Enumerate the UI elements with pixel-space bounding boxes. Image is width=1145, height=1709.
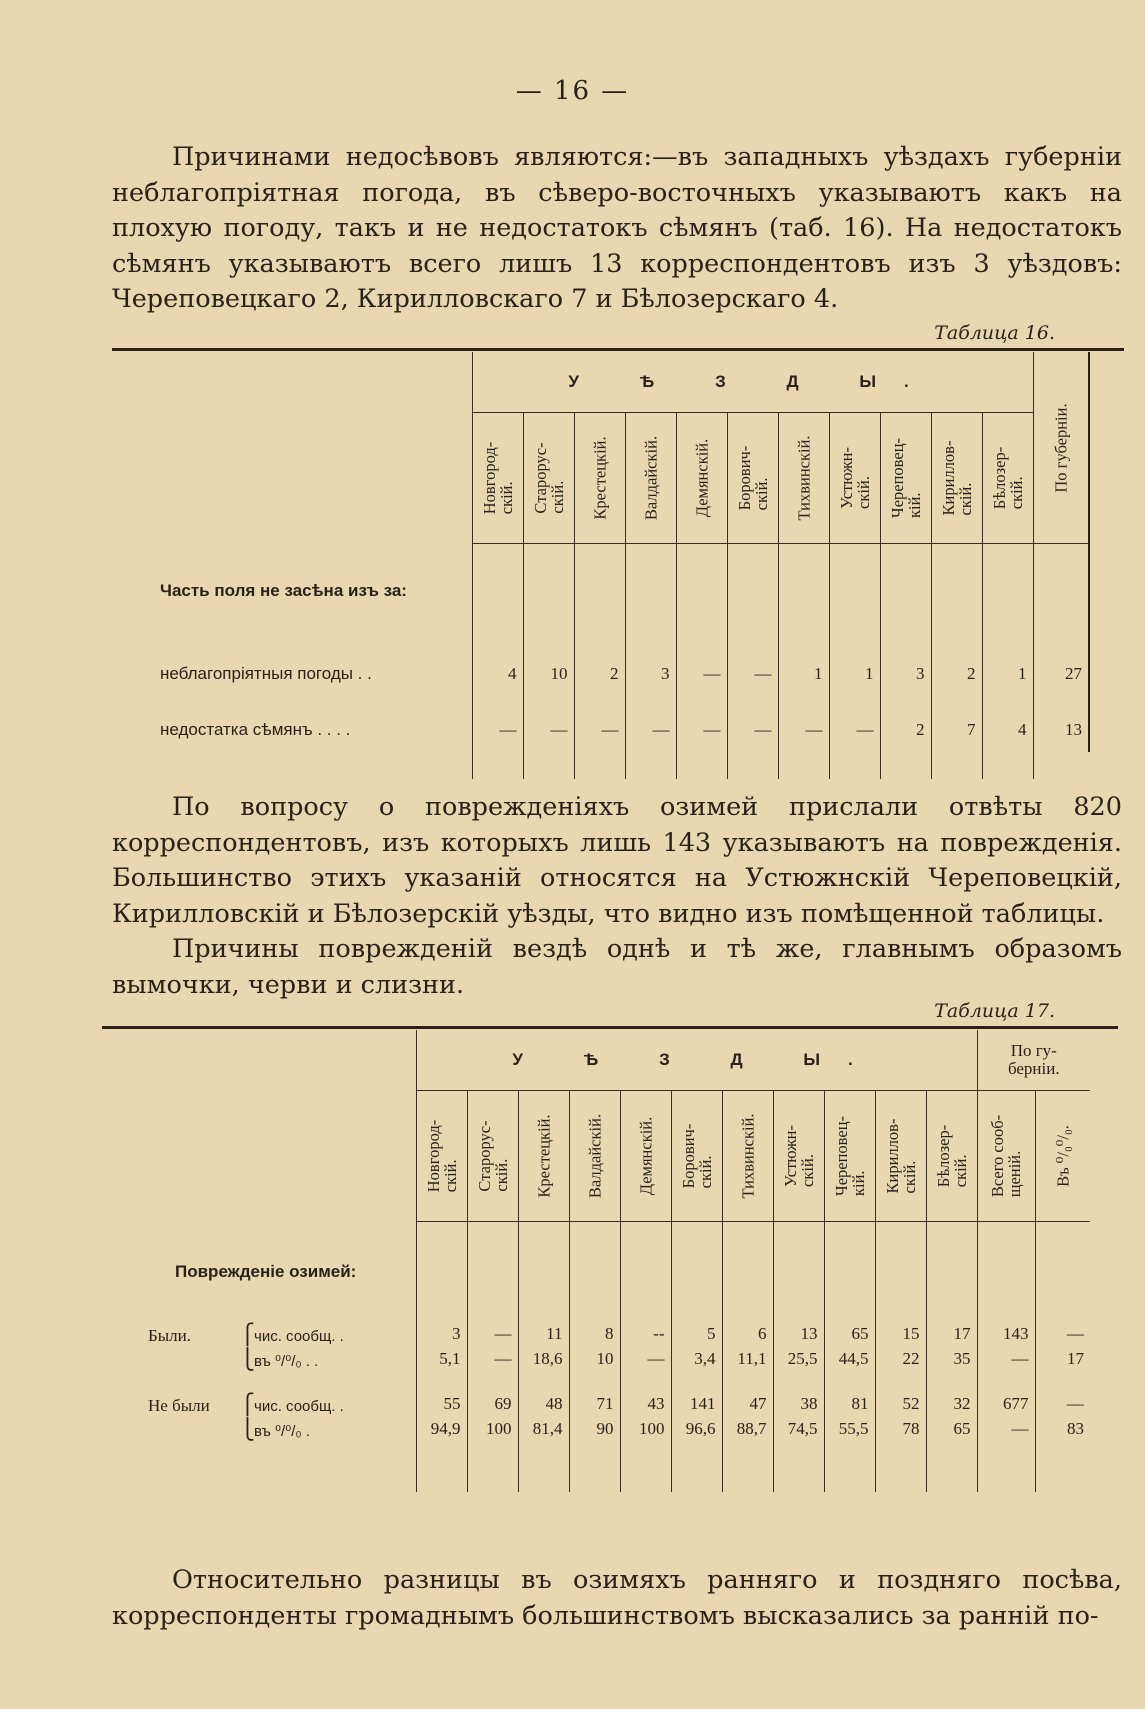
table-16-column-header (727, 413, 778, 544)
table-17-row-label: въ ⁰/⁰/₀ . . (254, 1352, 319, 1370)
table-16-value-cell: — (625, 709, 676, 751)
table-17-empty-cell (620, 1222, 671, 1322)
table-16-column-header-text: Бѣлозер- скій. (989, 446, 1026, 510)
table-17-value-cell: 71 (569, 1372, 620, 1417)
table-17-value-cell: 88,7 (722, 1417, 773, 1442)
table-17-total-cell: 83 (1035, 1417, 1090, 1442)
table-16-value-cell: — (574, 709, 625, 751)
table-17-value-cell: 96,6 (671, 1417, 722, 1442)
table-16-empty-cell (625, 751, 676, 779)
table-17-column-header-text: Кириллов- скій. (882, 1118, 919, 1194)
paragraph-2 (112, 790, 1122, 1003)
table-17-row-label: въ ⁰/⁰/₀ . (254, 1422, 310, 1440)
table-17-value-cell: — (467, 1322, 518, 1347)
table-17-column-header (416, 1091, 467, 1222)
table-17-total-cell: 17 (1035, 1347, 1090, 1372)
table-17-value-cell: 65 (824, 1322, 875, 1347)
table-17-brace: ⎧ (240, 1393, 255, 1416)
table-row (140, 639, 1088, 709)
table-16-column-header (625, 413, 676, 544)
table-16-empty-cell (727, 544, 778, 639)
table-16-empty-cell (676, 544, 727, 639)
table-17-empty-cell (824, 1442, 875, 1492)
table-17-empty-cell (977, 1442, 1035, 1492)
table-17-value-cell: 32 (926, 1372, 977, 1417)
table-17-row-label-cell (130, 1372, 416, 1417)
table-17-total-column-header (1035, 1091, 1090, 1222)
table-17-empty-cell (1035, 1442, 1090, 1492)
table-17-empty-cell (773, 1442, 824, 1492)
table-16-column-header-text: Череповец- кій. (887, 437, 924, 519)
table-17-empty-cell (875, 1222, 926, 1322)
table-17-total-column-header-text: Въ ⁰/₀⁰/₀. (1053, 1125, 1073, 1187)
table-17-value-cell: 52 (875, 1372, 926, 1417)
table-17-value-cell: 69 (467, 1372, 518, 1417)
table-16-column-header-text: Тихвинскій. (794, 435, 813, 521)
table-17-caption: Таблица 17. (934, 1000, 1055, 1022)
table-16-value-cell: 10 (523, 639, 574, 709)
table-16 (140, 352, 1088, 779)
table-16-row-label: недостатка сѣмянъ . . . . (160, 719, 351, 739)
table-16-value-cell: — (676, 709, 727, 751)
table-17-value-cell: 81,4 (518, 1417, 569, 1442)
table-17-brace: ⎩ (240, 1348, 255, 1371)
table-16-column-header (778, 413, 829, 544)
table-row (130, 1322, 1090, 1347)
table-17-value-cell: 43 (620, 1372, 671, 1417)
table-17-empty-cell (875, 1442, 926, 1492)
table-17-column-header-text: Устюжн- скій. (780, 1125, 817, 1187)
table-16-column-header (523, 413, 574, 544)
table-16-empty-cell (982, 751, 1033, 779)
table-16-empty-cell (829, 751, 880, 779)
table-17-value-cell: 44,5 (824, 1347, 875, 1372)
table-16-value-cell: 3 (880, 639, 931, 709)
table-17-value-cell: 35 (926, 1347, 977, 1372)
table-17-row-label-cell (130, 1347, 416, 1372)
table-17-value-cell: -- (620, 1322, 671, 1347)
table-16-header-row (140, 352, 1088, 413)
table-17-total-cell: 677 (977, 1372, 1035, 1417)
table-17-value-cell: 74,5 (773, 1417, 824, 1442)
table-17-row-label: чис. сообщ. . (254, 1327, 344, 1345)
table-17-value-cell: 81 (824, 1372, 875, 1417)
table-17-empty-cell (977, 1222, 1035, 1322)
table-17-value-cell: 17 (926, 1322, 977, 1347)
table-17-value-cell: 65 (926, 1417, 977, 1442)
table-17-column-header-text: Череповец- кій. (831, 1115, 868, 1197)
table-17-column-header (569, 1091, 620, 1222)
table-17-section-label: Поврежденіе озимей: (175, 1261, 357, 1281)
table-16-empty-cell (727, 751, 778, 779)
table-16-empty-cell (523, 751, 574, 779)
paragraph-1-text: Причинами недосѣвовъ являются:—въ западныхъ уѣздахъ губерніи неблагопріятная погода, въ сѣверо-восточныхъ указываютъ какъ на плохую погоду, такъ и не недостатокъ сѣмянъ (таб. 16). На недостатокъ сѣмянъ указываютъ всего лишъ 13 корреспондентовъ изъ 3 уѣздовъ: Череповецкаго 2, Кирилловскаго 7 и Бѣлозерскаго 4. (112, 142, 1122, 314)
table-17-value-cell: 3,4 (671, 1347, 722, 1372)
table-16-value-cell: 2 (574, 639, 625, 709)
table-16-column-header-text: Демянскій. (692, 438, 711, 518)
table-16-column-header (982, 413, 1033, 544)
paragraph-1 (112, 140, 1122, 318)
table-17-value-cell: 100 (467, 1417, 518, 1442)
table-17-value-cell: 25,5 (773, 1347, 824, 1372)
table-17-row-label: чис. сообщ. . (254, 1397, 344, 1415)
table-16-section-row (140, 544, 1088, 639)
table-17-total-cell: — (1035, 1322, 1090, 1347)
table-17-empty-cell (620, 1442, 671, 1492)
table-17-value-cell: 11 (518, 1322, 569, 1347)
table-17-column-header (926, 1091, 977, 1222)
table-17-empty-cell (671, 1442, 722, 1492)
table-17-total-cell: 143 (977, 1322, 1035, 1347)
table-17-column-header-text: Старорус- скій. (474, 1120, 511, 1192)
paragraph-3-text: Относительно разницы въ озимяхъ ранняго и поздняго посѣва, корреспонденты громаднымъ большинствомъ высказались за ранній по- (112, 1565, 1122, 1631)
table-17-column-header (620, 1091, 671, 1222)
table-17-value-cell: 141 (671, 1372, 722, 1417)
table-17-column-header-text: Валдайскій. (585, 1113, 604, 1199)
paragraph-2b-text: Причины поврежденій вездѣ однѣ и тѣ же, главнымъ образомъ вымочки, черви и слизни. (112, 934, 1122, 1000)
table-17-empty-cell (671, 1222, 722, 1322)
table-16-column-header (472, 413, 523, 544)
table-17-total-group-header: По гу- берніи. (977, 1030, 1090, 1091)
table-17-value-cell: 5,1 (416, 1347, 467, 1372)
table-17-value-cell: 38 (773, 1372, 824, 1417)
table-17-empty-cell (518, 1222, 569, 1322)
table-16-right-border (1088, 352, 1090, 752)
table-17-value-cell: 15 (875, 1322, 926, 1347)
table-16-column-header-text: Валдайскій. (641, 435, 660, 521)
table-16-caption: Таблица 16. (934, 322, 1055, 344)
table-17-empty-cell (467, 1222, 518, 1322)
table-17-top-rule (102, 1026, 1118, 1029)
table-17-header-row (130, 1030, 1090, 1091)
table-17-column-header (467, 1091, 518, 1222)
table-17-empty-cell (722, 1222, 773, 1322)
table-17-empty-cell (824, 1222, 875, 1322)
table-17-empty-cell (1035, 1222, 1090, 1322)
table-16-row-label: неблагопріятныя погоды . . (160, 663, 372, 683)
table-17-empty-cell (926, 1442, 977, 1492)
table-17-value-cell: 11,1 (722, 1347, 773, 1372)
paragraph-3 (112, 1563, 1122, 1634)
table-17-column-header-text: Бѣлозер- скій. (933, 1124, 970, 1188)
table-17-value-cell: — (467, 1347, 518, 1372)
table-16-empty-cell (574, 544, 625, 639)
table-16-value-cell: — (523, 709, 574, 751)
table-17-section-row (130, 1222, 1090, 1322)
table-17-value-cell: 94,9 (416, 1417, 467, 1442)
table-17-empty-cell (722, 1442, 773, 1492)
table-16-empty-cell (574, 751, 625, 779)
table-17-value-cell: 13 (773, 1322, 824, 1347)
table-16-value-cell: — (727, 709, 778, 751)
table-16-value-cell: 2 (880, 709, 931, 751)
table-17-empty-cell (518, 1442, 569, 1492)
table-16-top-rule (112, 348, 1124, 351)
table-17-value-cell: 100 (620, 1417, 671, 1442)
table-17-value-cell: — (620, 1347, 671, 1372)
table-17-column-header-text: Борович- скій. (678, 1123, 715, 1189)
table-row (130, 1372, 1090, 1417)
table-17-group-label: Не были (148, 1395, 210, 1415)
table-17-empty-cell (467, 1442, 518, 1492)
table-17-empty-cell (416, 1222, 467, 1322)
table-17-column-header (671, 1091, 722, 1222)
table-17-column-header (518, 1091, 569, 1222)
table-16-value-cell: 2 (931, 639, 982, 709)
table-16-column-header-text: Крестецкій. (590, 436, 609, 520)
table-17-column-header (875, 1091, 926, 1222)
table-16-empty-cell (625, 544, 676, 639)
table-16-column-header-text: Борович- скій. (734, 445, 771, 511)
table-17-row-label-cell (130, 1322, 416, 1347)
table-17-value-cell: 55 (416, 1372, 467, 1417)
table-16-value-cell: 4 (982, 709, 1033, 751)
table-16-total-header-text: По губерніи. (1051, 402, 1071, 493)
table-17-column-header (824, 1091, 875, 1222)
table-17-column-header-text: Демянскій. (636, 1116, 655, 1196)
paragraph-2a-text: По вопросу о поврежденіяхъ озимей прислали отвѣты 820 корреспондентовъ, изъ которыхъ лишь 143 указываютъ на поврежденія. Большинство этихъ указаній относятся на Устюжнскій Череповецкій, Кирилловскій и Бѣлозерскій уѣзды, что видно изъ помѣщенной таблицы. (112, 792, 1122, 929)
table-17 (130, 1030, 1090, 1492)
table-16-column-header-text: Старорус- скій. (530, 442, 567, 514)
table-17-value-cell: 22 (875, 1347, 926, 1372)
table-16-spacer-row (140, 751, 1088, 779)
table-16-section-label: Часть поля не засѣна изъ за: (160, 581, 407, 600)
table-17-value-cell: 78 (875, 1417, 926, 1442)
table-16-empty-cell (931, 544, 982, 639)
table-17-value-cell: 90 (569, 1417, 620, 1442)
table-16-value-cell: 1 (829, 639, 880, 709)
table-17-total-cell: — (977, 1347, 1035, 1372)
table-16-value-cell: — (727, 639, 778, 709)
table-17-column-header-text: Крестецкій. (534, 1114, 553, 1198)
table-16-empty-cell (880, 751, 931, 779)
table-16-empty-cell (140, 751, 472, 779)
table-17-empty-cell (569, 1442, 620, 1492)
table-row (140, 709, 1088, 751)
table-16-value-cell: 1 (982, 639, 1033, 709)
table-16-empty-cell (472, 544, 523, 639)
table-16-empty-cell (1033, 544, 1088, 639)
table-16-column-header (676, 413, 727, 544)
table-16-value-cell: — (472, 709, 523, 751)
table-16-value-cell: — (676, 639, 727, 709)
table-16-empty-cell (523, 544, 574, 639)
table-17-value-cell: 47 (722, 1372, 773, 1417)
table-16-value-cell: 4 (472, 639, 523, 709)
table-16-value-cell: 7 (931, 709, 982, 751)
table-17-value-cell: 5 (671, 1322, 722, 1347)
table-17-column-header-text: Новгород- скій. (423, 1119, 460, 1193)
table-16-total-cell: 13 (1033, 709, 1088, 751)
table-16-value-cell: 1 (778, 639, 829, 709)
table-17-group-label: Были. (148, 1325, 192, 1345)
table-17-corner-cell (130, 1030, 416, 1222)
table-16-total-cell: 27 (1033, 639, 1088, 709)
table-16-value-cell: 3 (625, 639, 676, 709)
table-16-group-header: У Ѣ З Д Ы. (472, 352, 1033, 413)
table-17-row-label-cell (130, 1417, 416, 1442)
table-16-column-header-text: Устюжн- скій. (836, 447, 873, 509)
table-16-empty-cell (472, 751, 523, 779)
table-16-value-cell: — (778, 709, 829, 751)
table-17-value-cell: 8 (569, 1322, 620, 1347)
table-17-brace: ⎩ (240, 1418, 255, 1441)
table-17-column-header (722, 1091, 773, 1222)
table-16-column-header (829, 413, 880, 544)
table-17-value-cell: 55,5 (824, 1417, 875, 1442)
table-17-group-header: У Ѣ З Д Ы. (416, 1030, 977, 1091)
table-16-empty-cell (1033, 751, 1088, 779)
table-16-value-cell: — (829, 709, 880, 751)
table-16-total-header (1033, 352, 1088, 544)
page-number: — 16 — (515, 76, 630, 106)
table-17-value-cell: 6 (722, 1322, 773, 1347)
table-17-column-header (773, 1091, 824, 1222)
table-17-spacer-row (130, 1442, 1090, 1492)
table-16-empty-cell (931, 751, 982, 779)
table-16-column-header (880, 413, 931, 544)
table-16-empty-cell (880, 544, 931, 639)
table-16-empty-cell (829, 544, 880, 639)
table-17-empty-cell (773, 1222, 824, 1322)
table-16-column-header (574, 413, 625, 544)
table-row (130, 1417, 1090, 1442)
table-16-column-header (931, 413, 982, 544)
table-17-column-header-text: Тихвинскій. (738, 1113, 757, 1199)
table-17-value-cell: 10 (569, 1347, 620, 1372)
table-16-empty-cell (982, 544, 1033, 639)
table-17-total-cell: — (977, 1417, 1035, 1442)
table-16-empty-cell (778, 544, 829, 639)
table-16-column-header-text: Кириллов- скій. (938, 440, 975, 516)
table-17-empty-cell (926, 1222, 977, 1322)
table-17-empty-cell (416, 1442, 467, 1492)
table-row (130, 1347, 1090, 1372)
table-17-value-cell: 3 (416, 1322, 467, 1347)
table-16-empty-cell (778, 751, 829, 779)
table-16-empty-cell (676, 751, 727, 779)
table-17-empty-cell (569, 1222, 620, 1322)
table-17-total-cell: — (1035, 1372, 1090, 1417)
table-16-corner-cell (140, 352, 472, 544)
table-17-total-column-header-text: Всего сооб- щеній. (988, 1114, 1025, 1198)
table-17-empty-cell (130, 1442, 416, 1492)
table-17-total-column-header (977, 1091, 1035, 1222)
table-16-column-header-text: Новгород- скій. (479, 441, 516, 515)
table-17-brace: ⎧ (240, 1323, 255, 1346)
table-17-value-cell: 48 (518, 1372, 569, 1417)
table-17-value-cell: 18,6 (518, 1347, 569, 1372)
